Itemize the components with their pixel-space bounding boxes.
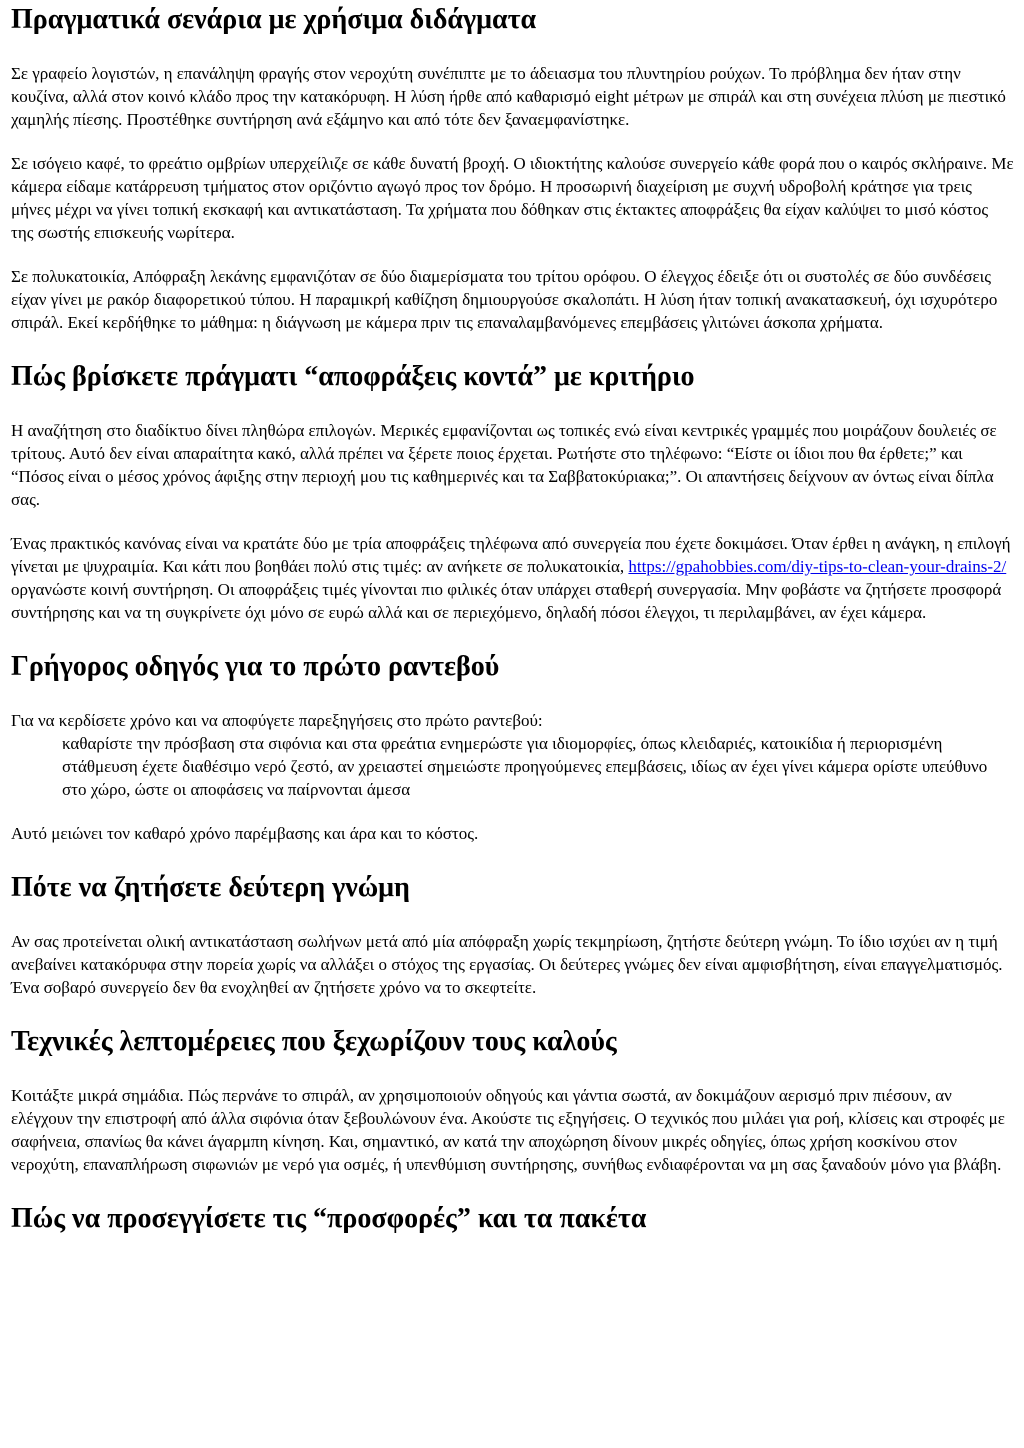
section-heading-finding-nearby: Πώς βρίσκετε πράγματι “αποφράξεις κοντά” με κριτήριο [11,361,695,392]
guide-list [11,732,1014,801]
list-item: σημειώστε προηγούμενες επεμβάσεις, ιδίως αν έχει γίνει κάμερα [427,757,869,776]
section-heading-offers: Πώς να προσεγγίσετε τις “προσφορές” και τα πακέτα [11,1203,647,1234]
paragraph: Σε ισόγειο καφέ, το φρεάτιο ομβρίων υπερχείλιζε σε κάθε δυνατή βροχή. Ο ιδιοκτήτης καλούσε συνεργείο κάθε φορά που ο καιρός σκλήραινε. Με κάμερα είδαμε κατάρρευση τμήματος στον οριζόντιο αγωγό προς τον δρόμο. Η προσωρινή διαχείριση με συχνή υδροβολή κράτησε για τρεις μήνες μέχρι να γίνει τοπική εκσκαφή και αντικατάσταση. Τα χρήματα που δόθηκαν στις έκτακτες αποφράξεις θα είχαν καλύψει το μισό κόστος της σωστής επισκευής νωρίτερα. [11,154,1014,242]
guide-outro: Αυτό μειώνει τον καθαρό χρόνο παρέμβασης και άρα και το κόστος. [11,824,479,843]
guide-intro: Για να κερδίσετε χρόνο και να αποφύγετε παρεξηγήσεις στο πρώτο ραντεβού: [11,711,543,730]
paragraph-with-link [11,532,1014,624]
link-paragraph-before: Ένας πρακτικός κανόνας είναι να κρατάτε δύο με τρία αποφράξεις τηλέφωνα από συνεργεία που έχετε δοκιμάσει. Όταν έρθει η ανάγκη, η επιλογή γίνεται με ψυχραιμία. Και κάτι που βοηθάει πολύ στις τιμές: αν ανήκετε σε πολυκατοικία, [11,534,1011,576]
paragraph: Κοιτάξτε μικρά σημάδια. Πώς περνάνε το σπιράλ, αν χρησιμοποιούν οδηγούς και γάντια σωστά, αν δοκιμάζουν αερισμό πριν πιέσουν, αν ελέγχουν την επιστροφή από άλλα σιφόνια όταν ξεβουλώνουν ένα. Ακούστε τις εξηγήσεις. Ο τεχνικός που μιλάει για ροή, κλίσεις και στροφές με σαφήνεια, σπανίως θα κάνει άγαρμπη κίνηση. Και, σημαντικό, αν κατά την αποχώρηση δίνουν μικρές οδηγίες, όπως χρήση κοσκίνου στον νεροχύτη, επαναπλήρωση σιφωνιών με νερό για οσμές, ή υπενθύμιση συντήρησης, συνήθως ενδιαφέρονται να μη σας ξαναδούν μόνο για βλάβη. [11,1086,1005,1174]
link-paragraph-after: οργανώστε κοινή συντήρηση. Οι αποφράξεις τιμές γίνονται πιο φιλικές όταν υπάρχει σταθερή συνεργασία. Μην φοβάστε να ζητήσετε προσφορά συντήρησης και να τη συγκρίνετε όχι μόνο σε ευρώ αλλά και σε περιεχόμενο, δηλαδή πόσοι έλεγχοι, τι περιλαμβάνει, αν έχει κάμερα. [11,580,1002,622]
list-item: έχετε διαθέσιμο νερό ζεστό, αν χρειαστεί [142,757,423,776]
section-heading-second-opinion: Πότε να ζητήσετε δεύτερη γνώμη [11,872,410,903]
paragraph: Αν σας προτείνεται ολική αντικατάσταση σωλήνων μετά από μία απόφραξη χωρίς τεκμηρίωση, ζητήστε δεύτερη γνώμη. Το ίδιο ισχύει αν η τιμή ανεβαίνει κατακόρυφα στην πορεία χωρίς να αλλάξει ο στόχος της εργασίας. Οι δεύτερες γνώμες δεν είναι αμφισβήτηση, είναι επαγγελματισμός. Ένα σοβαρό συνεργείο δεν θα ενοχληθεί αν ζητήσετε χρόνο να το σκεφτείτε. [11,932,1003,997]
paragraph: Η αναζήτηση στο διαδίκτυο δίνει πληθώρα επιλογών. Μερικές εμφανίζονται ως τοπικές ενώ είναι κεντρικές γραμμές που μοιράζουν δουλειές σε τρίτους. Αυτό δεν είναι απαραίτητα κακό, αλλά πρέπει να ξέρετε ποιος έρχεται. Ρωτήστε στο τηλέφωνο: “Είστε οι ίδιοι που θα έρθετε;” και “Πόσος είναι ο μέσος χρόνος άφιξης στην περιοχή μου τις καθημερινές και τα Σαββατοκύριακα;”. Οι απαντήσεις δείχνουν αν όντως είναι δίπλα σας. [11,421,997,509]
section-heading-quick-guide: Γρήγορος οδηγός για το πρώτο ραντεβού [11,651,500,682]
section-heading-real-scenarios: Πραγματικά σενάρια με χρήσιμα διδάγματα [11,4,537,35]
section-heading-technical-details: Τεχνικές λεπτομέρειες που ξεχωρίζουν τους καλούς [11,1026,617,1057]
paragraph: Σε γραφείο λογιστών, η επανάληψη φραγής στον νεροχύτη συνέπιπτε με το άδειασμα του πλυντηρίου ρούχων. Το πρόβλημα δεν ήταν στην κουζίνα, αλλά στον κοινό κλάδο προς την κατακόρυφη. Η λύση ήρθε από καθαρισμό eight μέτρων με σπιράλ και στη συνέχεια πλύση με πιεστικό χαμηλής πίεσης. Προστέθηκε συντήρηση ανά εξάμηνο και από τότε δεν ξαναεμφανίστηκε. [11,64,1006,129]
list-item: καθαρίστε την πρόσβαση στα σιφόνια και στα φρεάτια [62,734,436,753]
paragraph: Σε πολυκατοικία, Απόφραξη λεκάνης εμφανιζόταν σε δύο διαμερίσματα του τρίτου ορόφου. Ο έλεγχος έδειξε ότι οι συστολές σε δύο συνδέσεις είχαν γίνει με ρακόρ διαφορετικού τύπου. Η παραμικρή καθίζηση δημιουργούσε σκαλοπάτι. Η λύση ήταν τοπική ανακατασκευή, όχι ισχυρότερο σπιράλ. Εκεί κερδήθηκε το μάθημα: η διάγνωση με κάμερα πριν τις επαναλαμβανόμενες επεμβάσεις γλιτώνει άσκοπα χρήματα. [11,267,998,332]
list-item: ενημερώστε για ιδιομορφίες, όπως κλειδαριές, κατοικίδια ή περιορισμένη στάθμευση [62,734,943,776]
list-item: ορίστε υπεύθυνο στο χώρο, ώστε οι αποφάσεις να παίρνονται άμεσα [62,757,988,799]
drain-tips-link[interactable]: https://gpahobbies.com/diy-tips-to-clean-your-drains-2/ [628,557,1007,576]
